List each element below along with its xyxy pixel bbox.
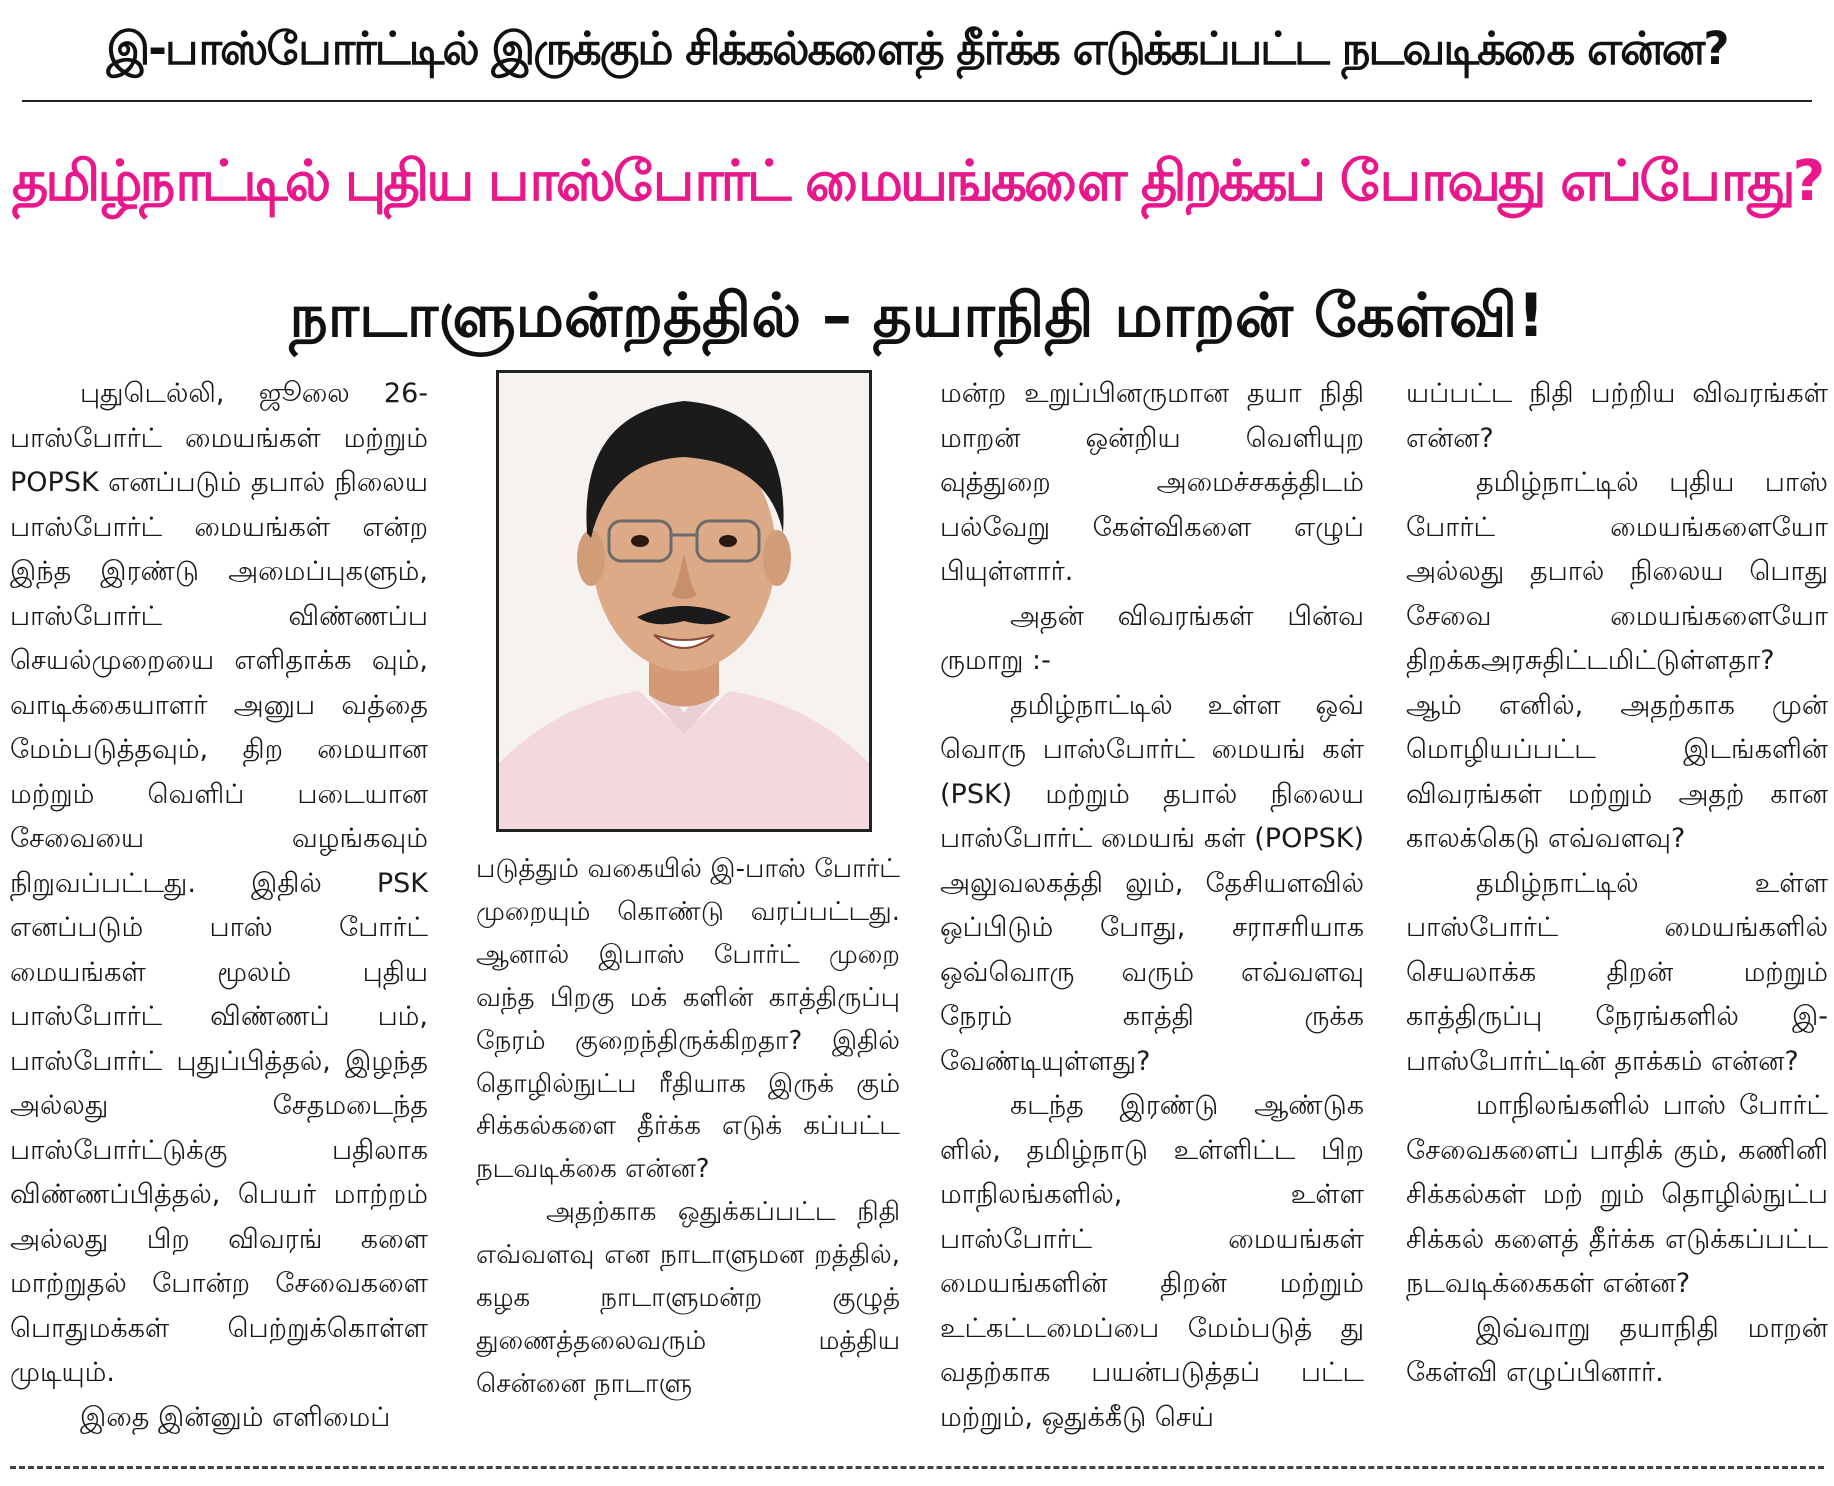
- paragraph: தமிழ்நாட்டில் உள்ள பாஸ்போர்ட் மையங்களில் செயலாக்க திறன் மற்றும் காத்திருப்பு நேரங்களில் இ- பாஸ்போர்ட்டின் தாக்கம் என்ன?: [1406, 867, 1828, 1077]
- portrait-illustration: [499, 373, 869, 829]
- paragraph: படுத்தும் வகையில் இ-பாஸ் போர்ட் முறையும் கொண்டு வரப்பட்டது. ஆனால் இபாஸ் போர்ட் முறை வந்த பிறகு மக் களின் காத்திருப்பு நேரம் குறைந்திருக்கிறதா? இதில் தொழில்நுட்ப ரீதியாக இருக் கும் சிக்கல்களை தீர்க்க எடுக் கப்பட்ட நடவடிக்கை என்ன?: [476, 854, 900, 1185]
- paragraph: மன்ற உறுப்பினருமான தயா நிதி மாறன் ஒன்றிய வெளியுற வுத்துறை அமைச்சகத்திடம் பல்வேறு கேள்விகளை எழுப் பியுள்ளார்.: [940, 378, 1364, 587]
- paragraph: இதை இன்னும் எளிமைப்: [80, 1401, 391, 1433]
- paragraph: தமிழ்நாட்டில் உள்ள ஒவ் வொரு பாஸ்போர்ட் மையங் கள் (PSK) மற்றும் தபால் நிலைய பாஸ்போர்ட் மையங் கள் (POPSK) அலுவலகத்தி லும், தேசியளவில் ஒப்பிடும் போது, சராசரியாக ஒவ்வொரு வரும் எவ்வளவு நேரம் காத்தி ருக்க வேண்டியுள்ளது?: [940, 689, 1364, 1077]
- paragraph: அதற்காக ஒதுக்கப்பட்ட நிதி எவ்வளவு என நாடாளுமன றத்தில், கழக நாடாளுமன்ற குழுத் துணைத்தலைவரும் மத்திய சென்னை நாடாளு: [476, 1197, 900, 1399]
- bottom-dashed-divider: [10, 1466, 1824, 1469]
- main-headline: தமிழ்நாட்டில் புதிய பாஸ்போர்ட் மையங்களை திறக்கப் போவது எப்போது?: [11, 149, 1823, 214]
- article-column-1: [10, 372, 428, 1454]
- article-column-2: [476, 848, 900, 1454]
- portrait-photo: [496, 370, 872, 832]
- paragraph: இவ்வாறு தயாநிதி மாறன் கேள்வி எழுப்பினார்.: [1406, 1312, 1828, 1388]
- paragraph: யப்பட்ட நிதி பற்றிய விவரங்கள் என்ன?: [1406, 378, 1828, 454]
- top-divider: [22, 100, 1812, 102]
- article-column-3: [940, 372, 1364, 1454]
- paragraph: தமிழ்நாட்டில் புதிய பாஸ் போர்ட் மையங்களையோ அல்லது தபால் நிலைய பொது சேவை மையங்களையோ திறக்கஅரசுதிட்டமிட்டுள்ளதா? ஆம் எனில், அதற்காக முன் மொழியப்பட்ட இடங்களின் விவரங்கள் மற்றும் அதற் கான காலக்கெடு எவ்வளவு?: [1406, 467, 1828, 854]
- paragraph: புதுடெல்லி, ஜூலை 26- பாஸ்போர்ட் மையங்கள் மற்றும் POPSK எனப்படும் தபால் நிலைய பாஸ்போர்ட் மையங்கள் என்ற இந்த இரண்டு அமைப்புகளும், பாஸ்போர்ட் விண்ணப்ப செயல்முறையை எளிதாக்க வும், வாடிக்கையாளர் அனுப வத்தை மேம்படுத்தவும், திற மையான மற்றும் வெளிப் படையான சேவையை வழங்கவும் நிறுவப்பட்டது. இதில் PSK எனப்படும் பாஸ் போர்ட் மையங்கள் மூலம் புதிய பாஸ்போர்ட் விண்ணப் பம், பாஸ்போர்ட் புதுப்பித்தல், இழந்த அல்லது சேதமடைந்த பாஸ்போர்ட்டுக்கு பதிலாக விண்ணப்பித்தல், பெயர் மாற்றம் அல்லது பிற விவரங் களை மாற்றுதல் போன்ற சேவைகளை பொதுமக்கள் பெற்றுக்கொள்ள முடியும்.: [10, 378, 428, 1388]
- paragraph: கடந்த இரண்டு ஆண்டுக ளில், தமிழ்நாடு உள்ளிட்ட பிற மாநிலங்களில், உள்ள பாஸ்போர்ட் மையங்கள் மையங்களின் திறன் மற்றும் உட்கட்டமைப்பை மேம்படுத் து வதற்காக பயன்படுத்தப் பட்ட மற்றும், ஒதுக்கீடு செய்: [940, 1090, 1364, 1433]
- article-column-4: [1406, 372, 1828, 1454]
- paragraph: அதன் விவரங்கள் பின்வ ருமாறு :-: [940, 600, 1364, 676]
- paragraph: மாநிலங்களில் பாஸ் போர்ட் சேவைகளைப் பாதிக் கும், கணினி சிக்கல்கள் மற் றும் தொழில்நுட்ப சிக்கல் களைத் தீர்க்க எடுக்கப்பட்ட நடவடிக்கைகள் என்ன?: [1406, 1090, 1828, 1299]
- kicker-headline: இ-பாஸ்போர்ட்டில் இருக்கும் சிக்கல்களைத் தீர்க்க எடுக்கப்பட்ட நடவடிக்கை என்ன?: [106, 22, 1728, 75]
- sub-headline: நாடாளுமன்றத்தில் – தயாநிதி மாறன் கேள்வி!: [289, 281, 1545, 351]
